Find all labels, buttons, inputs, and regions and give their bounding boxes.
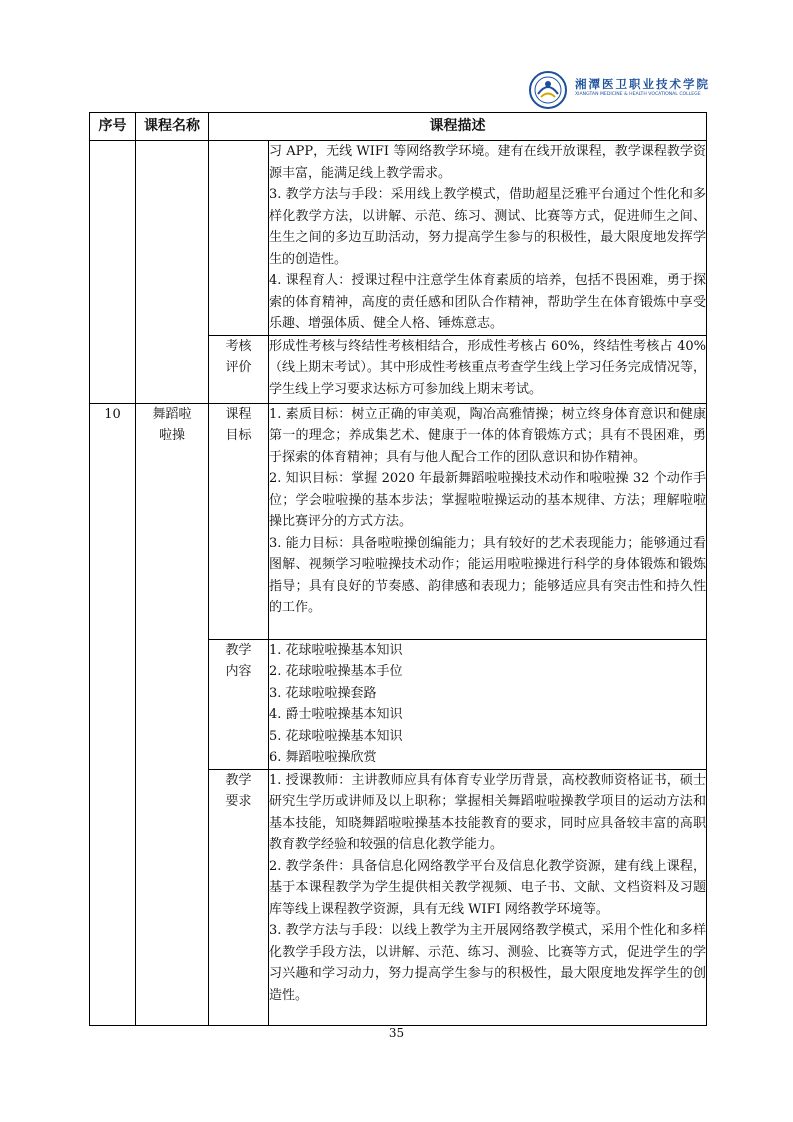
requirement-text: 4. 课程育人：授课过程中注意学生体育素质的培养，包括不畏困难，勇于探索的体育精神，高度的责任感和团队合作精神，帮助学生在体育锻炼中享受乐趣、增强体质、健全人格、锤炼意志。 xyxy=(269,273,706,331)
assessment-text xyxy=(269,335,707,403)
content-item: 4. 爵士啦啦操基本知识 xyxy=(269,707,403,722)
content-item: 6. 舞蹈啦啦操欣赏 xyxy=(269,750,377,765)
requirements-text xyxy=(269,769,707,1025)
goals-label: 课程目标 xyxy=(209,403,269,639)
requirement-item: 3. 教学方法与手段：以线上教学为主开展网络教学模式，采用个性化和多样化教学手段方法，以讲解、示范、练习、测验、比赛等方式，促进学生的学习兴趣和学习动力，努力提高学生参与的积极性，最大限度地发挥学生的创造性。 xyxy=(269,923,706,1003)
course-name: 舞蹈啦啦操 xyxy=(136,403,209,1025)
empty-label-cell xyxy=(209,141,269,336)
requirements-label: 教学要求 xyxy=(209,769,269,1025)
goals-text xyxy=(269,403,707,639)
course-number: 10 xyxy=(90,403,136,1025)
table-header-row xyxy=(90,113,707,141)
requirement-text: 习 APP，无线 WIFI 等网络教学环境。建有在线开放课程，教学课程教学资源丰富，能满足线上教学需求。 xyxy=(269,144,706,181)
requirement-item: 1. 授课教师：主讲教师应具有体育专业学历背景，高校教师资格证书，硕士研究生学历或讲师及以上职称；掌握相关舞蹈啦啦操教学项目的运动方法和基本技能，知晓舞蹈啦啦操基本技能教育的要求，同时应具备较丰富的高职教育教学经验和较强的信息化教学能力。 xyxy=(269,772,706,852)
goal-item: 1. 素质目标：树立正确的审美观，陶冶高雅情操；树立终身体育意识和健康第一的理念；养成集艺术、健康于一体的体育锻炼方式；具有不畏困难，勇于探索的体育精神；具有与他人配合工作的团队意识和协作精神。 xyxy=(269,406,706,465)
empty-name-cell xyxy=(136,141,209,404)
content-item: 3. 花球啦啦操套路 xyxy=(269,685,377,701)
logo-title: 湘潭医卫职业技术学院 xyxy=(575,77,710,91)
course-table xyxy=(89,112,707,1026)
logo-subtitle: XIANGTAN MEDICINE & HEALTH VOCATIONAL COLLEGE xyxy=(575,92,701,97)
header-course-name: 课程名称 xyxy=(136,113,209,141)
content-item: 5. 花球啦啦操基本知识 xyxy=(269,728,403,744)
assessment-label: 考核评价 xyxy=(209,335,269,403)
empty-number-cell xyxy=(90,141,136,404)
requirement-item: 2. 教学条件：具备信息化网络教学平台及信息化教学资源，建有线上课程，基于本课程教学为学生提供相关教学视频、电子书、文献、文档资料及习题库等线上课程教学资源，具有无线 WIFI 网络教学环境等。 xyxy=(269,858,706,917)
requirement-text: 3. 教学方法与手段：采用线上教学模式，借助超星泛雅平台通过个性化和多样化教学方法，以讲解、示范、练习、测试、比赛等方式，促进师生之间、生生之间的多边互助活动，努力提高学生参与的积极性，最大限度地发挥学生的创造性。 xyxy=(269,187,706,267)
content-item: 1. 花球啦啦操基本知识 xyxy=(269,642,403,658)
goal-item: 2. 知识目标：掌握 2020 年最新舞蹈啦啦操技术动作和啦啦操 32 个动作手位；学会啦啦操的基本步法；掌握啦啦操运动的基本规律、方法；理解啦啦操比赛评分的方式方法。 xyxy=(269,471,706,529)
goal-item: 3. 能力目标：具备啦啦操创编能力；具有较好的艺术表现能力；能够通过看图解、视频学习啦啦操技术动作；能运用啦啦操进行科学的身体锻炼和锻炼指导；具有良好的节奏感、韵律感和表现力；能够适应具有突击性和持久性的工作。 xyxy=(269,535,706,615)
page-number: 35 xyxy=(388,1026,405,1040)
content-list xyxy=(269,639,707,769)
header-description: 课程描述 xyxy=(209,113,707,141)
table-row xyxy=(90,403,707,639)
requirements-continued xyxy=(269,141,707,336)
table-row xyxy=(90,141,707,336)
assessment-paragraph: 形成性考核与终结性考核相结合，形成性考核占 60%，终结性考核占 40%（线上期末考试）。其中形成性考核重点考查学生线上学习任务完成情况等，学生线上学习要求达标方可参加线上期末考试。 xyxy=(269,338,706,397)
content-label: 教学内容 xyxy=(209,639,269,769)
header-number: 序号 xyxy=(90,113,136,141)
content-item: 2. 花球啦啦操基本手位 xyxy=(269,664,403,679)
